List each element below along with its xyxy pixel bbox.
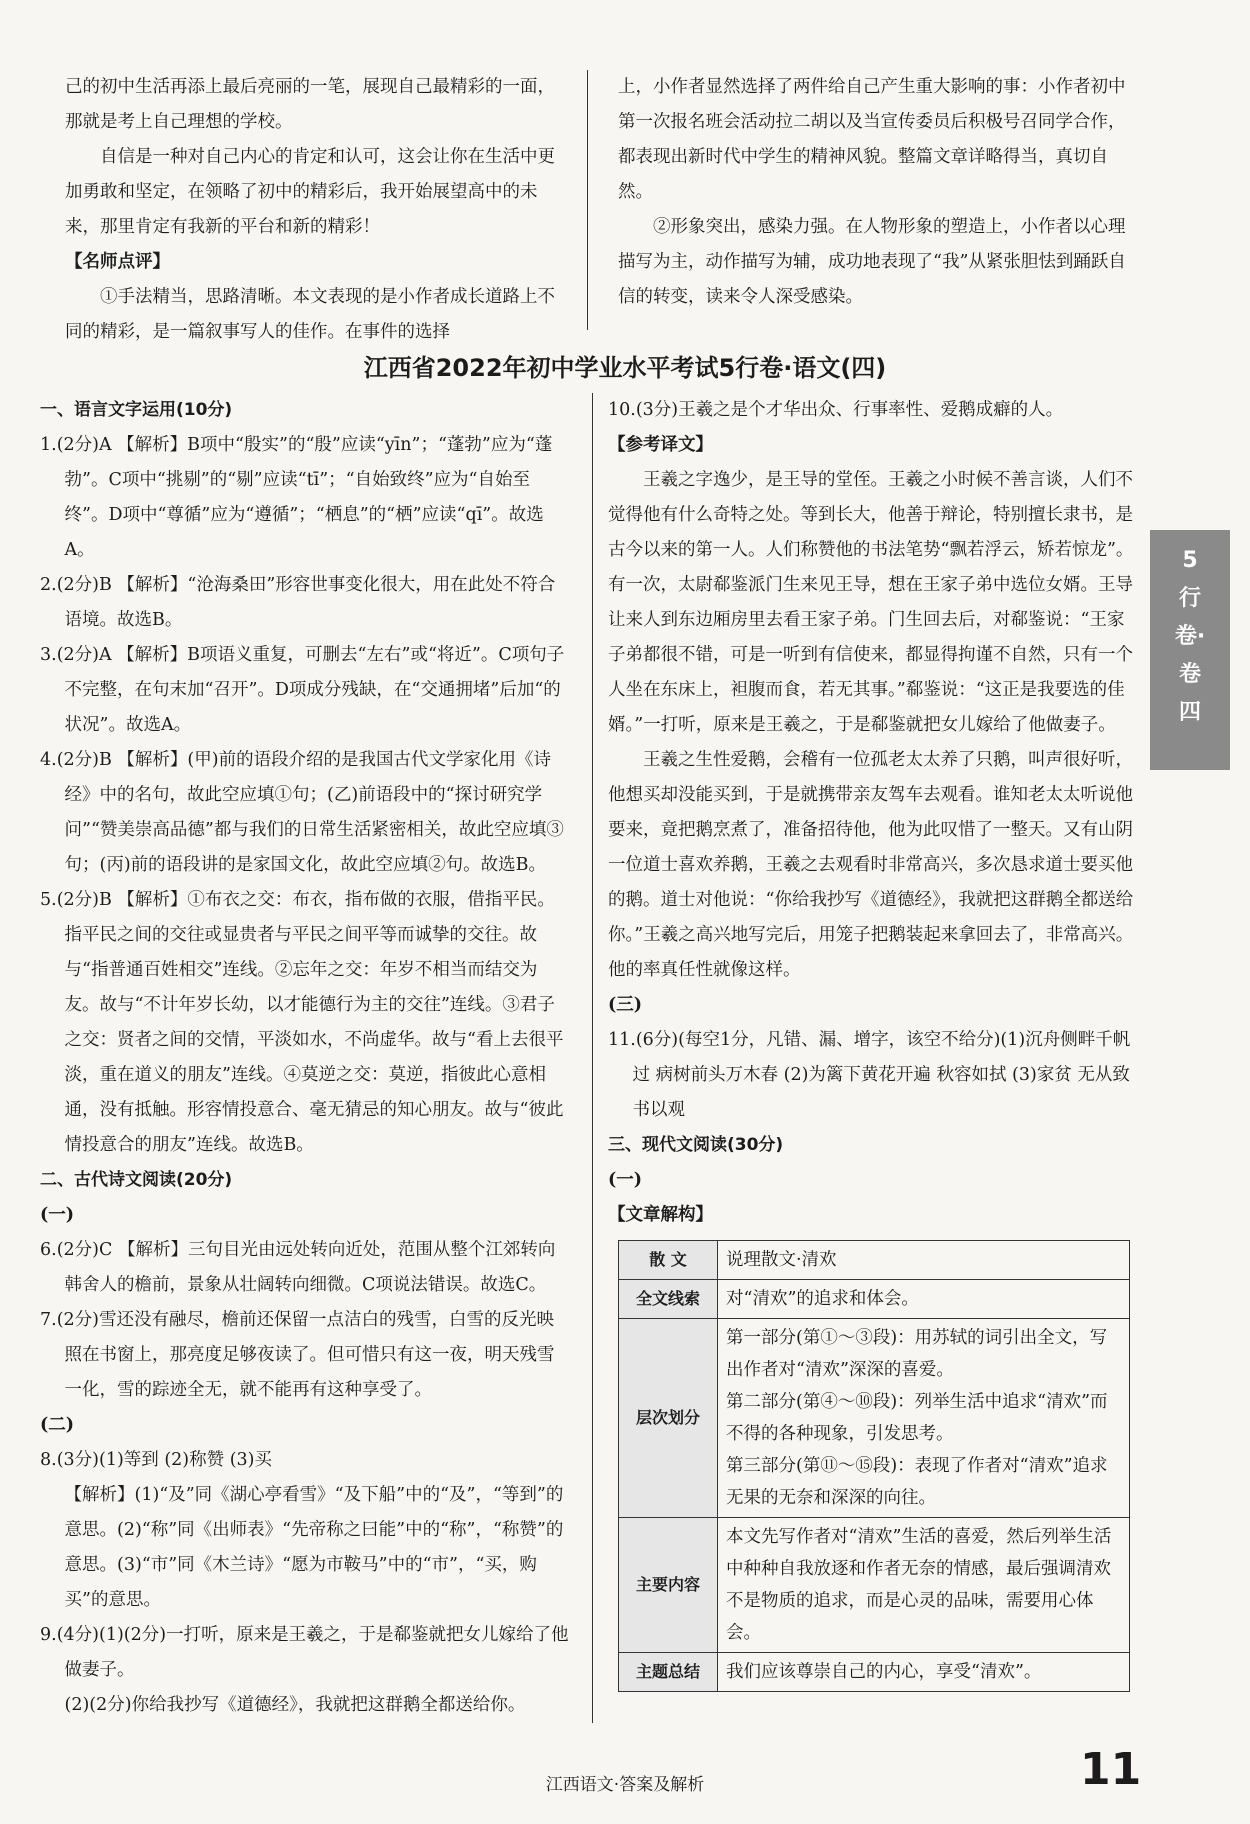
table-header-cell: 层次划分: [619, 1319, 718, 1518]
answer-item: 8.(3分)(1)等到 (2)称赞 (3)买: [40, 1450, 272, 1470]
answer-explanation: 【解析】(1)“及”同《湖心亭看雪》“及下船”中的“及”，“等到”的意思。(2)“称”同《出师表》“先帝称之曰能”中的“称”，“称赞”的意思。(3)“市”同《木兰诗》“愿为市鞍马”中的“市”，“买，购买”的意思。: [64, 1485, 564, 1610]
table-cell: [718, 1319, 1130, 1518]
table-row: [619, 1518, 1130, 1653]
table-row: [619, 1653, 1130, 1692]
section-heading: 二、古代诗文阅读(20分): [40, 1170, 233, 1190]
column-divider: [587, 70, 588, 330]
table-header-cell: 主题总结: [619, 1653, 718, 1692]
answer-item: 5.(2分)B 【解析】①布衣之交：布衣，指布做的衣服，借指平民。指平民之间的交往或显贵者与平民之间平等而诚挚的交往。故与“指普通百姓相交”连线。②忘年之交：年岁不相当而结交为友。故与“不计年岁长幼，以才能德行为主的交往”连线。③君子之交：贤者之间的交情，平淡如水，不尚虚华。故与“看上去很平淡，重在道义的朋友”连线。④莫逆之交：莫逆，指彼此心意相通，没有抵触。形容情投意合、毫无猜忌的知心朋友。故与“彼此情投意合的朋友”连线。故选B。: [40, 890, 564, 1155]
table-cell: 对“清欢”的追求和体会。: [718, 1280, 1130, 1319]
comment-paragraph: 上，小作者显然选择了两件给自己产生重大影响的事：小作者初中第一次报名班会活动拉二胡以及当宣传委员后积极号召同学合作，都表现出新时代中学生的精神风貌。整篇文章详略得当，真切自然。: [618, 77, 1126, 202]
table-header-cell: 全文线索: [619, 1280, 718, 1319]
table-cell: 说理散文·清欢: [718, 1241, 1130, 1280]
top-right-column: [618, 70, 1138, 315]
footer-text: 江西语文·答案及解析: [545, 1775, 705, 1795]
table-row: [619, 1319, 1130, 1518]
table-cell: 我们应该尊崇自己的内心，享受“清欢”。: [718, 1653, 1130, 1692]
translation-paragraph: 王羲之生性爱鹅，会稽有一位孤老太太养了只鹅，叫声很好听，他想买却没能买到，于是就携带亲友驾车去观看。谁知老太太听说他要来，竟把鹅烹煮了，准备招待他，他为此叹惜了一整天。又有山阴一位道士喜欢养鹅，王羲之去观看时非常高兴，多次恳求道士要买他的鹅。道士对他说：“你给我抄写《道德经》，我就把这群鹅全都送给你。”王羲之高兴地写完后，用笼子把鹅装起来拿回去了，非常高兴。他的率真任性就像这样。: [608, 750, 1134, 980]
table-header-cell: 散 文: [619, 1241, 718, 1280]
side-tab: [1150, 530, 1230, 770]
side-tab-char: 卷: [1174, 624, 1197, 649]
answer-item: (2)(2分)你给我抄写《道德经》，我就把这群鹅全都送给你。: [64, 1695, 526, 1715]
table-cell-line: 第二部分(第④～⑩段)：列举生活中追求“清欢”而不得的各种现象，引发思考。: [726, 1392, 1108, 1444]
side-tab-char: 行: [1178, 586, 1201, 611]
translation-paragraph: 王羲之字逸少，是王导的堂侄。王羲之小时候不善言谈，人们不觉得他有什么奇特之处。等到长大，他善于辩论，特别擅长隶书，是古今以来的第一人。人们称赞他的书法笔势“飘若浮云，矫若惊龙”。有一次，太尉郗鉴派门生来见王导，想在王家子弟中选位女婿。王导让来人到东边厢房里去看王家子弟。门生回去后，对郗鉴说：“王家子弟都很不错，可是一听到有信使来，都显得拘谨不自然，只有一个人坐在东床上，袒腹而食，若无其事。”郗鉴说：“这正是我要选的佳婿。”一打听，原来是王羲之，于是郗鉴就把女儿嫁给了他做妻子。: [608, 470, 1134, 735]
answer-item: 6.(2分)C 【解析】三句目光由远处转向近处，范围从整个江郊转向韩舍人的檐前，景象从壮阔转向细微。C项说法错误。故选C。: [40, 1240, 556, 1295]
table-cell: 本文先写作者对“清欢”生活的喜爱，然后列举生活中种种自我放逐和作者无奈的情感，最后强调清欢不是物质的追求，而是心灵的品味，需要用心体会。: [718, 1518, 1130, 1653]
answer-item: 2.(2分)B 【解析】“沧海桑田”形容世事变化很大，用在此处不符合语境。故选B。: [40, 575, 556, 630]
answer-item: 1.(2分)A 【解析】B项中“殷实”的“殷”应读“yīn”；“蓬勃”应为“蓬勃”。C项中“挑剔”的“剔”应读“tī”；“自始致终”应为“自始至终”。D项中“尊循”应为“遵循”；“栖息”的“栖”应读“qī”。故选A。: [40, 435, 553, 560]
answer-item: 7.(2分)雪还没有融尽，檐前还保留一点洁白的残雪，白雪的反光映照在书窗上，那亮度足够夜读了。但可惜只有这一夜，明天残雪一化，雪的踪迹全无，就不能再有这种享受了。: [40, 1310, 555, 1400]
page-number: 11: [1080, 1744, 1142, 1795]
table-header-cell: 主要内容: [619, 1518, 718, 1653]
side-tab-char: 四: [1178, 700, 1201, 725]
structure-label: 【文章解构】: [608, 1205, 713, 1225]
answer-item: 11.(6分)(每空1分，凡错、漏、增字，该空不给分)(1)沉舟侧畔千帆过 病树前头万木春 (2)为篱下黄花开遍 秋容如拭 (3)家贫 无从致书以观: [608, 1030, 1131, 1120]
table-row: [619, 1241, 1130, 1280]
page-title: 江西省2022年初中学业水平考试5行卷·语文(四): [363, 354, 887, 382]
answer-item: 3.(2分)A 【解析】B项语义重复，可删去“左右”或“将近”。C项句子不完整，在句末加“召开”。D项成分残缺，在“交通拥堵”后加“的状况”。故选A。: [40, 645, 565, 735]
table-cell-line: 第一部分(第①～③段)：用苏轼的词引出全文，写出作者对“清欢”深深的喜爱。: [726, 1328, 1108, 1380]
side-tab-char: ·: [1196, 624, 1206, 649]
part-heading: (一): [40, 1205, 75, 1225]
side-tab-char: 5: [1182, 548, 1198, 573]
part-heading: (三): [608, 995, 643, 1015]
answer-item: 9.(4分)(1)(2分)一打听，原来是王羲之，于是郗鉴就把女儿嫁给了他做妻子。: [40, 1625, 569, 1680]
part-heading: (二): [40, 1415, 75, 1435]
answer-item: 10.(3分)王羲之是个才华出众、行事率性、爱鹅成癖的人。: [608, 400, 1064, 420]
part-heading: (一): [608, 1170, 643, 1190]
essay-paragraph: 己的初中生活再添上最后亮丽的一笔，展现自己最精彩的一面，那就是考上自己理想的学校。: [65, 77, 555, 132]
left-column: [40, 393, 570, 1723]
comment-label: 【名师点评】: [65, 252, 170, 272]
translation-label: 【参考译文】: [608, 435, 713, 455]
table-cell-line: 第三部分(第⑪～⑮段)：表现了作者对“清欢”追求无果的无奈和深深的向往。: [726, 1456, 1108, 1508]
top-left-column: [65, 70, 565, 350]
comment-paragraph: ①手法精当，思路清晰。本文表现的是小作者成长道路上不同的精彩，是一篇叙事写人的佳作。在事件的选择: [65, 287, 555, 342]
right-column: [608, 393, 1138, 1233]
structure-table: [618, 1240, 1130, 1692]
comment-paragraph: ②形象突出，感染力强。在人物形象的塑造上，小作者以心理描写为主，动作描写为辅，成功地表现了“我”从紧张胆怯到踊跃自信的转变，读来令人深受感染。: [618, 217, 1126, 307]
column-divider: [592, 393, 593, 1723]
answer-item: 4.(2分)B 【解析】(甲)前的语段介绍的是我国古代文学家化用《诗经》中的名句，故此空应填①句；(乙)前语段中的“探讨研究学问”“赞美崇高品德”都与我们的日常生活紧密相关，故此空应填③句；(丙)前的语段讲的是家国文化，故此空应填②句。故选B。: [40, 750, 564, 875]
table-row: [619, 1280, 1130, 1319]
section-heading: 一、语言文字运用(10分): [40, 400, 233, 420]
essay-paragraph: 自信是一种对自己内心的肯定和认可，这会让你在生活中更加勇敢和坚定，在领略了初中的精彩后，我开始展望高中的未来，那里肯定有我新的平台和新的精彩！: [65, 147, 555, 237]
section-heading: 三、现代文阅读(30分): [608, 1135, 784, 1155]
side-tab-char: 卷: [1178, 662, 1201, 687]
